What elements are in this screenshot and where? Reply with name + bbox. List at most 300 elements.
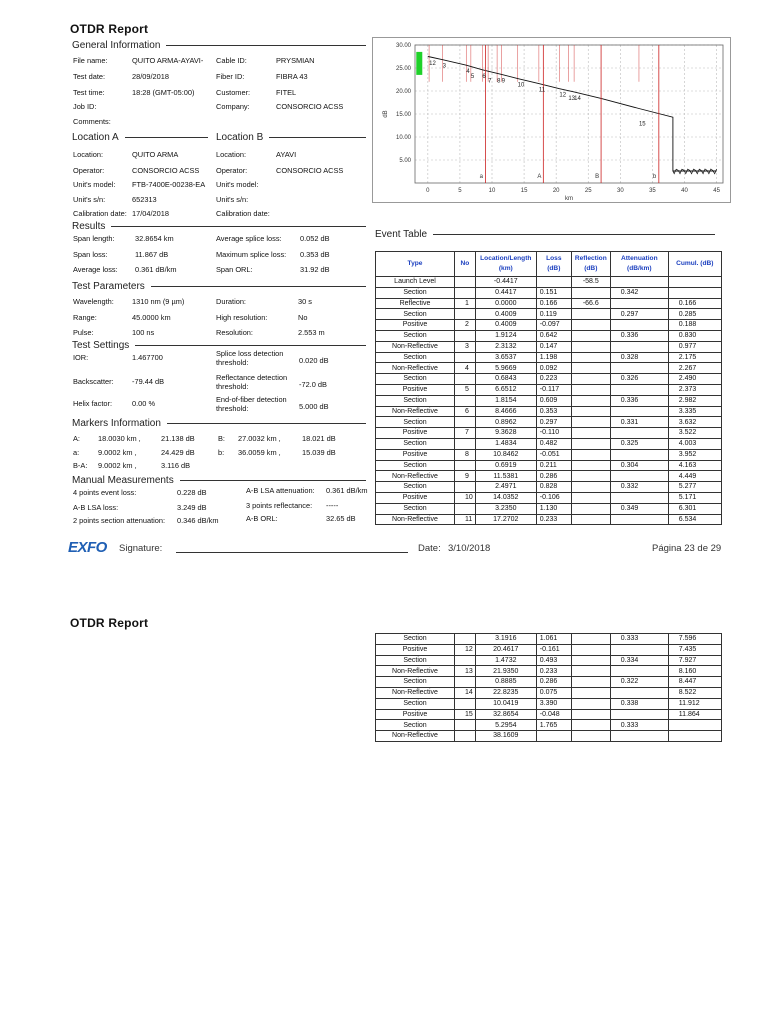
event-table-continued xyxy=(375,633,722,742)
event-row xyxy=(376,277,722,288)
signature-line xyxy=(176,552,408,553)
column-header: Type xyxy=(376,252,455,277)
event-cell: 12 xyxy=(455,644,476,655)
event-cell: Section xyxy=(376,677,455,688)
event-cell: 0.4417 xyxy=(475,287,536,298)
field-label: Customer: xyxy=(216,88,251,97)
event-cell: Positive xyxy=(376,492,455,503)
event-cell: 0.286 xyxy=(536,677,571,688)
event-row xyxy=(376,352,722,363)
event-cell xyxy=(571,395,610,406)
event-cell: 10.8462 xyxy=(475,449,536,460)
location-a-label: Calibration date: xyxy=(73,209,127,218)
event-cell: 0.147 xyxy=(536,341,571,352)
marker-label: a xyxy=(479,174,483,180)
parameter-label: Pulse: xyxy=(73,328,94,337)
event-cell xyxy=(455,330,476,341)
event-cell xyxy=(455,720,476,731)
event-cell: Section xyxy=(376,720,455,731)
event-cell: 2.4971 xyxy=(475,482,536,493)
event-cell: 3.1916 xyxy=(475,634,536,645)
location-a-heading: Location A xyxy=(72,132,208,143)
manual-value: 0.346 dB/km xyxy=(177,516,219,525)
event-row xyxy=(376,287,722,298)
event-cell: 0.0000 xyxy=(475,298,536,309)
event-cell xyxy=(571,709,610,720)
y-tick-label: 5.00 xyxy=(399,158,411,164)
parameter-label: Wavelength: xyxy=(73,297,114,306)
event-cell xyxy=(610,384,668,395)
event-cell: 0.336 xyxy=(610,395,668,406)
setting-label: Backscatter: xyxy=(73,377,114,386)
marker-text: a: xyxy=(73,448,80,457)
date-value: 3/10/2018 xyxy=(448,543,491,554)
event-cell: 0.342 xyxy=(610,287,668,298)
marker-text: 36.0059 km , xyxy=(238,448,281,457)
location-a-value: QUITO ARMA xyxy=(132,150,179,159)
event-cell: Section xyxy=(376,395,455,406)
x-axis-label: km xyxy=(565,196,573,202)
event-label: 5 xyxy=(470,73,475,80)
event-cell: 5.277 xyxy=(668,482,721,493)
page-number: Página 23 de 29 xyxy=(652,543,722,554)
event-label: 6 xyxy=(482,73,486,80)
setting-label: Splice loss detection threshold: xyxy=(216,349,284,367)
event-cell: Section xyxy=(376,287,455,298)
manual-label: 4 points event loss: xyxy=(73,488,137,497)
event-cell xyxy=(571,374,610,385)
event-cell: 17.2702 xyxy=(475,514,536,525)
y-tick-label: 20.00 xyxy=(395,89,411,95)
location-b-value: CONSORCIO ACSS xyxy=(276,166,344,175)
event-cell xyxy=(571,634,610,645)
event-cell: Positive xyxy=(376,644,455,655)
event-cell: 0.6843 xyxy=(475,374,536,385)
event-row xyxy=(376,698,722,709)
event-cell: Positive xyxy=(376,709,455,720)
setting-label: End-of-fiber detection threshold: xyxy=(216,395,287,413)
event-cell xyxy=(455,438,476,449)
event-cell: Launch Level xyxy=(376,277,455,288)
event-cell xyxy=(668,277,721,288)
event-row xyxy=(376,438,722,449)
event-cell: 0.151 xyxy=(536,287,571,298)
event-cell: 2.373 xyxy=(668,384,721,395)
column-header: Location/Length (km) xyxy=(475,252,536,277)
event-cell: 0.4009 xyxy=(475,320,536,331)
event-cell: 0.297 xyxy=(610,309,668,320)
event-cell: Non-Reflective xyxy=(376,687,455,698)
event-cell xyxy=(610,277,668,288)
marker-label: A xyxy=(537,174,542,180)
event-cell: Non-Reflective xyxy=(376,341,455,352)
event-cell xyxy=(610,341,668,352)
event-cell: 4.163 xyxy=(668,460,721,471)
location-b-label: Unit's model: xyxy=(216,180,259,189)
event-cell: 0.336 xyxy=(610,330,668,341)
location-a-label: Location: xyxy=(73,150,103,159)
event-cell xyxy=(455,460,476,471)
event-cell: -0.161 xyxy=(536,644,571,655)
y-tick-label: 25.00 xyxy=(395,66,411,72)
x-tick-label: 25 xyxy=(584,188,592,194)
event-cell: 0.8885 xyxy=(475,677,536,688)
event-cell: 5.2954 xyxy=(475,720,536,731)
event-cell xyxy=(610,731,668,742)
marker-text: B: xyxy=(218,434,225,443)
event-cell xyxy=(610,644,668,655)
event-cell xyxy=(610,363,668,374)
event-cell: 0.285 xyxy=(668,309,721,320)
event-cell xyxy=(610,492,668,503)
x-tick-label: 40 xyxy=(681,188,688,194)
event-cell: 20.4617 xyxy=(475,644,536,655)
event-cell: Non-Reflective xyxy=(376,666,455,677)
marker-text: 21.138 dB xyxy=(161,434,195,443)
event-cell xyxy=(610,514,668,525)
event-cell: 0.304 xyxy=(610,460,668,471)
event-row xyxy=(376,363,722,374)
event-table-2-container xyxy=(375,633,722,742)
event-cell xyxy=(571,352,610,363)
event-cell xyxy=(571,655,610,666)
y-tick-label: 10.00 xyxy=(395,135,411,141)
event-cell: 7.927 xyxy=(668,655,721,666)
event-cell: -0.106 xyxy=(536,492,571,503)
event-cell: Positive xyxy=(376,384,455,395)
event-row xyxy=(376,298,722,309)
event-cell: 1.198 xyxy=(536,352,571,363)
event-cell: 22.8235 xyxy=(475,687,536,698)
x-tick-label: 30 xyxy=(616,188,624,194)
event-cell: 6.534 xyxy=(668,514,721,525)
event-cell xyxy=(455,503,476,514)
event-cell: 0.332 xyxy=(610,482,668,493)
event-cell: 2.267 xyxy=(668,363,721,374)
event-cell xyxy=(571,438,610,449)
parameter-label: Duration: xyxy=(216,297,246,306)
y-tick-label: 30.00 xyxy=(395,43,411,49)
event-cell: 0.297 xyxy=(536,417,571,428)
test-parameters-heading: Test Parameters xyxy=(72,281,366,292)
event-cell: Section xyxy=(376,698,455,709)
event-cell xyxy=(571,503,610,514)
event-cell: 0.333 xyxy=(610,720,668,731)
event-cell xyxy=(668,731,721,742)
event-cell xyxy=(571,406,610,417)
marker-text: 15.039 dB xyxy=(302,448,336,457)
event-cell xyxy=(610,406,668,417)
results-value: 0.353 dB xyxy=(300,250,330,259)
event-cell: 0.325 xyxy=(610,438,668,449)
event-cell xyxy=(455,634,476,645)
event-cell: 3.335 xyxy=(668,406,721,417)
event-cell: 5 xyxy=(455,384,476,395)
event-cell: 3.632 xyxy=(668,417,721,428)
event-cell: 0.166 xyxy=(536,298,571,309)
event-cell xyxy=(455,374,476,385)
manual-label: 2 points section attenuation: xyxy=(73,516,166,525)
event-cell xyxy=(571,449,610,460)
event-cell: 0.828 xyxy=(536,482,571,493)
field-value: QUITO ARMA-AYAVI- xyxy=(132,56,204,65)
event-cell xyxy=(571,428,610,439)
marker-text: B-A: xyxy=(73,461,88,470)
results-value: 11.867 dB xyxy=(135,250,169,259)
report-title-page2: OTDR Report xyxy=(70,616,149,630)
event-cell: 8.447 xyxy=(668,677,721,688)
event-cell: 6.301 xyxy=(668,503,721,514)
event-cell: 0.334 xyxy=(610,655,668,666)
event-cell: 0.4009 xyxy=(475,309,536,320)
event-cell xyxy=(455,277,476,288)
event-row xyxy=(376,395,722,406)
event-cell: 11.864 xyxy=(668,709,721,720)
event-cell: 11.912 xyxy=(668,698,721,709)
event-cell: 6 xyxy=(455,406,476,417)
event-cell xyxy=(536,731,571,742)
event-cell: 0.977 xyxy=(668,341,721,352)
location-a-value: CONSORCIO ACSS xyxy=(132,166,200,175)
results-value: 0.361 dB/km xyxy=(135,265,177,274)
setting-value: -79.44 dB xyxy=(132,377,165,386)
parameter-value: 2.553 m xyxy=(298,328,325,337)
event-cell: 0.353 xyxy=(536,406,571,417)
event-cell xyxy=(571,460,610,471)
column-header: Attenuation (dB/km) xyxy=(610,252,668,277)
event-cell: 2.3132 xyxy=(475,341,536,352)
event-row xyxy=(376,449,722,460)
event-label: 10 xyxy=(517,82,525,89)
field-label: Comments: xyxy=(73,117,111,126)
setting-label: Reflectance detection threshold: xyxy=(216,373,288,391)
x-tick-label: 45 xyxy=(713,188,720,194)
event-cell: 2.490 xyxy=(668,374,721,385)
x-tick-label: 5 xyxy=(458,188,462,194)
event-cell: Section xyxy=(376,417,455,428)
event-row xyxy=(376,406,722,417)
event-cell: 0.830 xyxy=(668,330,721,341)
event-cell xyxy=(571,363,610,374)
event-cell xyxy=(455,417,476,428)
field-label: Test date: xyxy=(73,72,106,81)
results-label: Span loss: xyxy=(73,250,108,259)
event-cell xyxy=(571,384,610,395)
event-cell: 3.6537 xyxy=(475,352,536,363)
event-cell xyxy=(571,687,610,698)
event-cell: 1.061 xyxy=(536,634,571,645)
event-cell xyxy=(455,731,476,742)
event-cell: Non-Reflective xyxy=(376,514,455,525)
event-cell: 0.166 xyxy=(668,298,721,309)
marker-text: 9.0002 km , xyxy=(98,448,137,457)
event-cell: 3 xyxy=(455,341,476,352)
column-header: Loss (dB) xyxy=(536,252,571,277)
parameter-label: Resolution: xyxy=(216,328,253,337)
event-cell: Section xyxy=(376,309,455,320)
marker-text: 9.0002 km , xyxy=(98,461,137,470)
event-cell xyxy=(610,471,668,482)
parameter-label: Range: xyxy=(73,313,97,322)
manual-label: A-B ORL: xyxy=(246,514,278,523)
event-cell: -0.110 xyxy=(536,428,571,439)
field-label: File name: xyxy=(73,56,108,65)
event-cell: 0.223 xyxy=(536,374,571,385)
location-a-value: 652313 xyxy=(132,195,157,204)
field-value: CONSORCIO ACSS xyxy=(276,102,344,111)
x-tick-label: 15 xyxy=(520,188,528,194)
event-cell: 9 xyxy=(455,471,476,482)
event-cell: 0.092 xyxy=(536,363,571,374)
field-value: 18:28 (GMT-05:00) xyxy=(132,88,195,97)
results-heading: Results xyxy=(72,221,366,232)
event-row xyxy=(376,503,722,514)
event-cell: 3.952 xyxy=(668,449,721,460)
event-cell: 2 xyxy=(455,320,476,331)
event-cell: 0.322 xyxy=(610,677,668,688)
parameter-value: 1310 nm (9 µm) xyxy=(132,297,185,306)
event-table-heading: Event Table xyxy=(375,229,715,240)
event-cell: 0.609 xyxy=(536,395,571,406)
event-row xyxy=(376,384,722,395)
event-cell: Section xyxy=(376,634,455,645)
event-cell: Non-Reflective xyxy=(376,363,455,374)
parameter-value: 100 ns xyxy=(132,328,155,337)
event-cell: 38.1609 xyxy=(475,731,536,742)
event-cell: 4.449 xyxy=(668,471,721,482)
column-header: Cumul. (dB) xyxy=(668,252,721,277)
event-cell xyxy=(455,482,476,493)
event-cell xyxy=(610,320,668,331)
event-cell: 0.233 xyxy=(536,514,571,525)
event-cell: 1.8154 xyxy=(475,395,536,406)
event-cell xyxy=(571,330,610,341)
event-cell xyxy=(571,471,610,482)
event-row xyxy=(376,428,722,439)
event-cell: 0.493 xyxy=(536,655,571,666)
event-cell: 0.338 xyxy=(610,698,668,709)
event-cell: 0.328 xyxy=(610,352,668,363)
event-cell xyxy=(455,698,476,709)
event-cell xyxy=(536,277,571,288)
event-cell: Positive xyxy=(376,320,455,331)
event-cell: 8 xyxy=(455,449,476,460)
marker-text: 18.021 dB xyxy=(302,434,336,443)
event-cell: 0.188 xyxy=(668,320,721,331)
location-a-label: Unit's s/n: xyxy=(73,195,106,204)
event-cell xyxy=(571,287,610,298)
event-cell xyxy=(610,428,668,439)
location-a-value: 17/04/2018 xyxy=(132,209,169,218)
event-label: 14 xyxy=(574,95,581,102)
event-cell: 1.130 xyxy=(536,503,571,514)
event-cell: 0.6919 xyxy=(475,460,536,471)
event-cell: 1.4834 xyxy=(475,438,536,449)
event-label: 15 xyxy=(638,121,646,128)
column-header: No xyxy=(455,252,476,277)
parameter-label: High resolution: xyxy=(216,313,268,322)
results-value: 32.8654 km xyxy=(135,234,174,243)
setting-label: Helix factor: xyxy=(73,399,113,408)
location-a-label: Operator: xyxy=(73,166,105,175)
event-row xyxy=(376,482,722,493)
event-cell: 6.6512 xyxy=(475,384,536,395)
event-row xyxy=(376,687,722,698)
field-value: FIBRA 43 xyxy=(276,72,308,81)
event-cell xyxy=(610,449,668,460)
event-cell: Section xyxy=(376,460,455,471)
event-label: 12 xyxy=(429,60,436,67)
launch-marker xyxy=(416,52,422,75)
event-cell: 11 xyxy=(455,514,476,525)
setting-value: 0.020 dB xyxy=(299,356,329,365)
y-axis-label: dB xyxy=(383,110,389,118)
event-row xyxy=(376,460,722,471)
event-cell: 0.075 xyxy=(536,687,571,698)
x-tick-label: 10 xyxy=(488,188,496,194)
event-cell: 8.522 xyxy=(668,687,721,698)
event-cell: -66.6 xyxy=(571,298,610,309)
event-cell: 13 xyxy=(455,666,476,677)
setting-value: 5.000 dB xyxy=(299,402,329,411)
event-cell: Section xyxy=(376,655,455,666)
event-cell: 14 xyxy=(455,687,476,698)
event-label: 3 xyxy=(442,63,446,70)
location-b-value: AYAVI xyxy=(276,150,297,159)
otdr-trace-svg xyxy=(373,38,730,202)
event-row xyxy=(376,677,722,688)
event-cell xyxy=(455,395,476,406)
event-cell: -0.4417 xyxy=(475,277,536,288)
event-row xyxy=(376,655,722,666)
event-cell: 0.331 xyxy=(610,417,668,428)
results-label: Average splice loss: xyxy=(216,234,282,243)
event-cell xyxy=(455,309,476,320)
event-label: 13 xyxy=(568,95,576,102)
event-cell: 0.642 xyxy=(536,330,571,341)
event-cell: 4.003 xyxy=(668,438,721,449)
event-row xyxy=(376,709,722,720)
event-label: 7 xyxy=(488,78,492,85)
event-cell xyxy=(610,666,668,677)
y-tick-label: 15.00 xyxy=(395,112,411,118)
event-cell xyxy=(610,298,668,309)
event-row xyxy=(376,320,722,331)
event-cell xyxy=(571,492,610,503)
results-label: Maximum splice loss: xyxy=(216,250,287,259)
event-row xyxy=(376,330,722,341)
event-cell: 0.333 xyxy=(610,634,668,645)
event-cell: 2.982 xyxy=(668,395,721,406)
event-label: 12 xyxy=(559,92,567,99)
manual-label: 3 points reflectance: xyxy=(246,501,313,510)
event-cell: 4 xyxy=(455,363,476,374)
event-cell: Non-Reflective xyxy=(376,731,455,742)
event-cell: Section xyxy=(376,330,455,341)
location-b-label: Location: xyxy=(216,150,246,159)
manual-value: 0.228 dB xyxy=(177,488,207,497)
event-cell: 5.171 xyxy=(668,492,721,503)
event-cell: 15 xyxy=(455,709,476,720)
event-cell: 32.8654 xyxy=(475,709,536,720)
field-value: PRYSMIAN xyxy=(276,56,315,65)
manual-label: A-B LSA attenuation: xyxy=(246,486,315,495)
event-cell xyxy=(668,287,721,298)
event-cell: 1 xyxy=(455,298,476,309)
marker-label: b xyxy=(652,174,657,180)
location-b-label: Operator: xyxy=(216,166,248,175)
field-label: Cable ID: xyxy=(216,56,247,65)
